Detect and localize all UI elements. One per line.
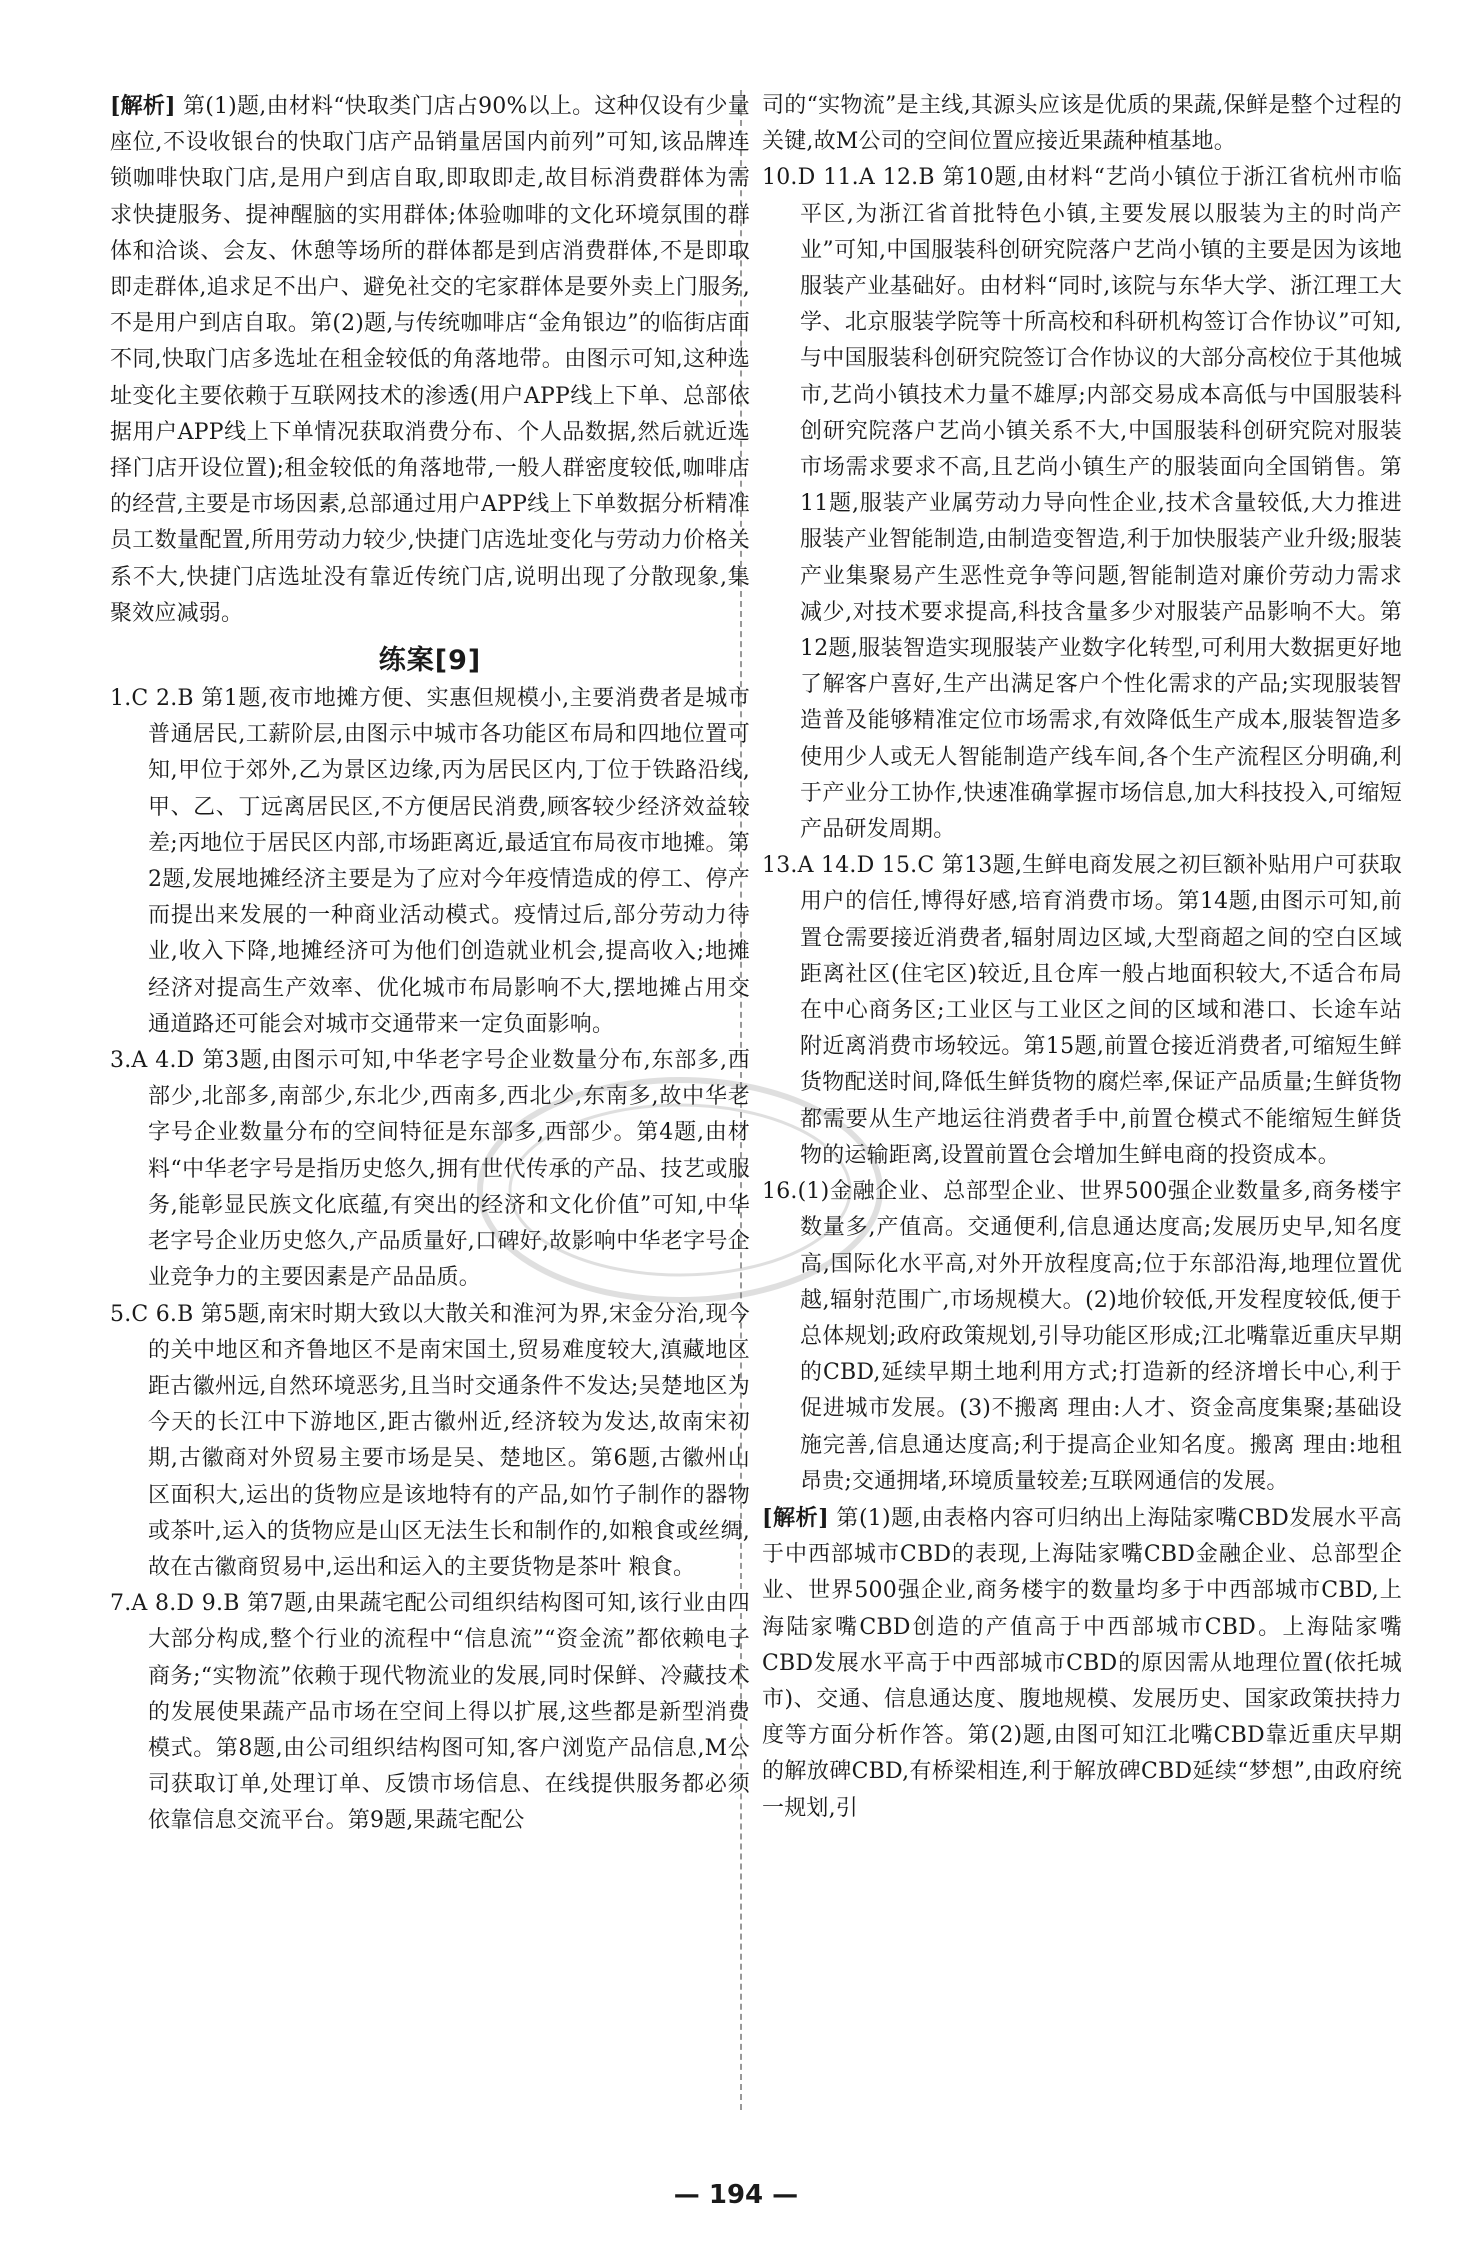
answer-item-1-2: 1.C 2.B 第1题,夜市地摊方便、实惠但规模小,主要消费者是城市普通居民,工薪阶层,由图示中城市各功能区布局和四地位置可知,甲位于郊外,乙为景区边缘,丙为居民区内,丁位于铁路沿线,甲、乙、丁远离居民区,不方便居民消费,顾客较少经济效益较差;丙地位于居民区内部,市场距离近,最适宜布局夜市地摊。第2题,发展地摊经济主要是为了应对今年疫情造成的停工、停产而提出来发展的一种商业活动模式。疫情过后,部分劳动力待业,收入下降,地摊经济可为他们创造就业机会,提高收入;地摊经济对提高生产效率、优化城市布局影响不大,摆地摊占用交通道路还可能会对城市交通带来一定负面影响。 (110, 686, 750, 1037)
answer-item-13-15: 13.A 14.D 15.C 第13题,生鲜电商发展之初巨额补贴用户可获取用户的信任,博得好感,培育消费市场。第14题,由图示可知,前置仓需要接近消费者,辐射周边区域,大型商超之间的空白区域距离社区(住宅区)较近,且仓库一般占地面积较大,不适合布局在中心商务区;工业区与工业区之间的区域和港口、长途车站附近离消费市场较远。第15题,前置仓接近消费者,可缩短生鲜货物配送时间,降低生鲜货物的腐烂率,保证产品质量;生鲜货物都需要从生产地运往消费者手中,前置仓模式不能缩短生鲜货物的运输距离,设置前置仓会增加生鲜电商的投资成本。 (762, 853, 1402, 1168)
answer-item-10-12: 10.D 11.A 12.B 第10题,由材料“艺尚小镇位于浙江省杭州市临平区,为浙江省首批特色小镇,主要发展以服装为主的时尚产业”可知,中国服装科创研究院落户艺尚小镇的主要是因为该地服装产业基础好。由材料“同时,该院与东华大学、浙江理工大学、北京服装学院等十所高校和科研机构签订合作协议”可知,与中国服装科创研究院签订合作协议的大部分高校位于其他城市,艺尚小镇技术力量不雄厚;内部交易成本高低与中国服装科创研究院落户艺尚小镇关系不大,中国服装科创研究院对服装市场需求要求不高,且艺尚小镇生产的服装面向全国销售。第11题,服装产业属劳动力导向性企业,技术含量较低,大力推进服装产业智能制造,由制造变智造,利于加快服装产业升级;服装产业集聚易产生恶性竞争等问题,智能制造对廉价劳动力需求减少,对技术要求提高,科技含量多少对服装产品影响不大。第12题,服装智造实现服装产业数字化转型,可利用大数据更好地了解客户喜好,生产出满足客户个性化需求的产品;实现服装智造普及能够精准定位市场需求,有效降低生产成本,服装智造多使用少人或无人智能制造产线车间,各个生产流程区分明确,利于产业分工协作,快速准确掌握市场信息,加大科技投入,可缩短产品研发周期。 (762, 165, 1402, 843)
answer-item-3-4: 3.A 4.D 第3题,由图示可知,中华老字号企业数量分布,东部多,西部少,北部多,南部少,东北少,西南多,西北少,东南多,故中华老字号企业数量分布的空间特征是东部多,西部少。第4题,由材料“中华老字号是指历史悠久,拥有世代传承的产品、技艺或服务,能彰显民族文化底蕴,有突出的经济和文化价值”可知,中华老字号企业历史悠久,产品质量好,口碑好,故影响中华老字号企业竞争力的主要因素是产品品质。 (110, 1048, 750, 1291)
analysis-note (110, 88, 750, 632)
continuation-text: 司的“实物流”是主线,其源头应该是优质的果蔬,保鲜是整个过程的关键,故M公司的空间位置应接近果蔬种植基地。 (762, 93, 1402, 155)
analysis-note-2 (762, 1500, 1402, 1827)
right-column (762, 88, 1402, 1827)
answer-item-5-6: 5.C 6.B 第5题,南宋时期大致以大散关和淮河为界,宋金分治,现今的关中地区和齐鲁地区不是南宋国土,贸易难度较大,滇藏地区距古徽州远,自然环境恶劣,且当时交通条件不发达;吴楚地区为今天的长江中下游地区,距古徽州近,经济较为发达,故南宋初期,古徽商对外贸易主要市场是吴、楚地区。第6题,古徽州山区面积大,运出的货物应是该地特有的产品,如竹子制作的器物或茶叶,运入的货物应是山区无法生长和制作的,如粮食或丝绸,故在古徽商贸易中,运出和运入的主要货物是茶叶 粮食。 (110, 1301, 750, 1580)
page-number: — 194 — (673, 2180, 799, 2210)
section-title: 练案[9] (378, 645, 482, 677)
left-column (110, 88, 750, 1840)
analysis-tag: [解析] (110, 93, 176, 119)
analysis-tag-2: [解析] (762, 1504, 829, 1531)
analysis-text-2: 第(1)题,由表格内容可归纳出上海陆家嘴CBD发展水平高于中西部城市CBD的表现,上海陆家嘴CBD金融企业、总部型企业、世界500强企业,商务楼宇的数量均多于中西部城市CBD,上海陆家嘴CBD创造的产值高于中西部城市CBD。上海陆家嘴CBD发展水平高于中西部城市CBD的原因需从地理位置(依托城市)、交通、信息通达度、腹地规模、发展历史、国家政策扶持力度等方面分析作答。第(2)题,由图可知江北嘴CBD靠近重庆早期的解放碑CBD,有桥梁相连,利于解放碑CBD延续“梦想”,由政府统一规划,引 (762, 1505, 1402, 1821)
analysis-text: 第(1)题,由材料“快取类门店占90%以上。这种仅设有少量座位,不设收银台的快取门店产品销量居国内前列”可知,该品牌连锁咖啡快取门店,是用户到店自取,即取即走,故目标消费群体为需求快捷服务、提神醒脑的实用群体;体验咖啡的文化环境氛围的群体和洽谈、会友、休憩等场所的群体都是到店消费群体,不是即取即走群体,追求足不出户、避免社交的宅家群体是要外卖上门服务,不是用户到店自取。第(2)题,与传统咖啡店“金角银边”的临街店面不同,快取门店多选址在租金较低的角落地带。由图示可知,这种选址变化主要依赖于互联网技术的渗透(用户APP线上下单、总部依据用户APP线上下单情况获取消费分布、个人品数据,然后就近选择门店开设位置);租金较低的角落地带,一般人群密度较低,咖啡店的经营,主要是市场因素,总部通过用户APP线上下单数据分析精准员工数量配置,所用劳动力较少,快捷门店选址变化与劳动力价格关系不大,快捷门店选址没有靠近传统门店,说明出现了分散现象,集聚效应减弱。 (110, 94, 750, 626)
answer-item-16: 16.(1)金融企业、总部型企业、世界500强企业数量多,商务楼宇数量多,产值高。交通便利,信息通达度高;发展历史早,知名度高,国际化水平高,对外开放程度高;位于东部沿海,地理位置优越,辐射范围广,市场规模大。(2)地价较低,开发程度较低,便于总体规划;政府政策规划,引导功能区形成;江北嘴靠近重庆早期的CBD,延续早期土地利用方式;打造新的经济增长中心,利于促进城市发展。(3)不搬离 理由:人才、资金高度集聚;基础设施完善,信息通达度高;利于提高企业知名度。搬离 理由:地租昂贵;交通拥堵,环境质量较差;互联网通信的发展。 (762, 1179, 1402, 1494)
answer-item-7-9: 7.A 8.D 9.B 第7题,由果蔬宅配公司组织结构图可知,该行业由四大部分构成,整个行业的流程中“信息流”“资金流”都依赖电子商务;“实物流”依赖于现代物流业的发展,同时保鲜、冷藏技术的发展使果蔬产品市场在空间上得以扩展,这些都是新型消费模式。第8题,由公司组织结构图可知,客户浏览产品信息,M公司获取订单,处理订单、反馈市场信息、在线提供服务都必须依靠信息交流平台。第9题,果蔬宅配公 (110, 1591, 750, 1834)
